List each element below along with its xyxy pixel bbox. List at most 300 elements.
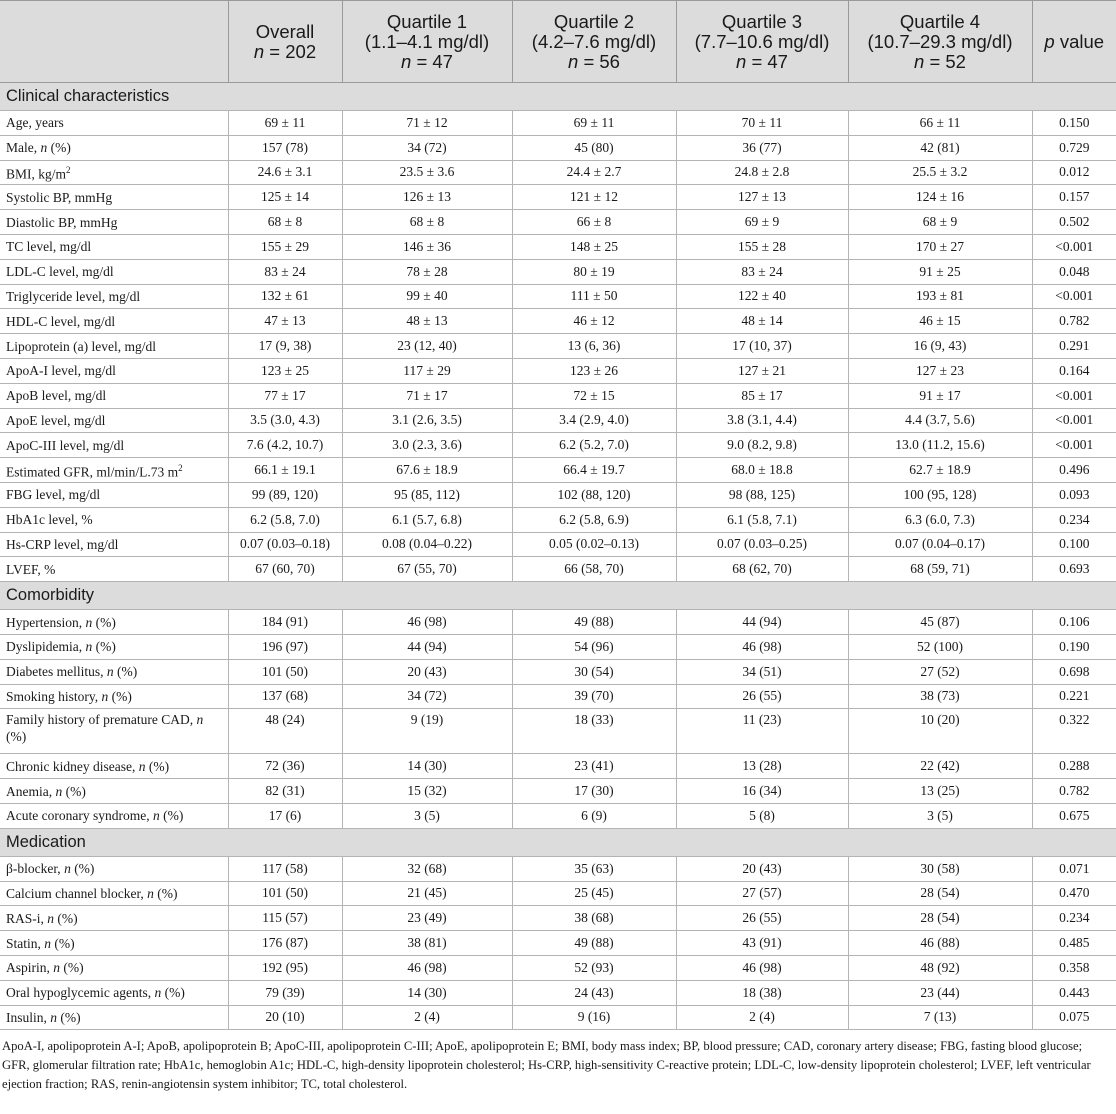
value-cell: 69 ± 11 <box>512 111 676 136</box>
row-label: Male, n (%) <box>0 135 228 160</box>
value-cell: 46 (98) <box>342 955 512 980</box>
value-cell: 54 (96) <box>512 634 676 659</box>
value-cell: 23 (41) <box>512 754 676 779</box>
table-body <box>0 83 1116 1030</box>
header-q3-title: Quartile 3 <box>721 10 803 32</box>
value-cell: 123 ± 26 <box>512 358 676 383</box>
value-cell: 137 (68) <box>228 684 342 709</box>
table-row <box>0 284 1116 309</box>
p-value-cell: 0.496 <box>1032 458 1116 483</box>
value-cell: 46 (98) <box>676 955 848 980</box>
value-cell: 70 ± 11 <box>676 111 848 136</box>
header-p-value: p value <box>1032 1 1116 83</box>
p-value-cell: 0.234 <box>1032 906 1116 931</box>
table-row <box>0 659 1116 684</box>
value-cell: 35 (63) <box>512 856 676 881</box>
table-row <box>0 210 1116 235</box>
table-row <box>0 803 1116 828</box>
p-value-cell: <0.001 <box>1032 408 1116 433</box>
value-cell: 126 ± 13 <box>342 185 512 210</box>
value-cell: 121 ± 12 <box>512 185 676 210</box>
value-cell: 78 ± 28 <box>342 259 512 284</box>
value-cell: 6.1 (5.8, 7.1) <box>676 507 848 532</box>
value-cell: 39 (70) <box>512 684 676 709</box>
table-row <box>0 458 1116 483</box>
value-cell: 7.6 (4.2, 10.7) <box>228 433 342 458</box>
row-label: ApoB level, mg/dl <box>0 383 228 408</box>
row-label: Diastolic BP, mmHg <box>0 210 228 235</box>
value-cell: 13 (25) <box>848 779 1032 804</box>
value-cell: 3 (5) <box>342 803 512 828</box>
row-label: Age, years <box>0 111 228 136</box>
value-cell: 170 ± 27 <box>848 234 1032 259</box>
value-cell: 122 ± 40 <box>676 284 848 309</box>
value-cell: 42 (81) <box>848 135 1032 160</box>
value-cell: 111 ± 50 <box>512 284 676 309</box>
value-cell: 3.5 (3.0, 4.3) <box>228 408 342 433</box>
table-row <box>0 482 1116 507</box>
table-row <box>0 881 1116 906</box>
value-cell: 85 ± 17 <box>676 383 848 408</box>
value-cell: 117 ± 29 <box>342 358 512 383</box>
value-cell: 0.07 (0.03–0.25) <box>676 532 848 557</box>
header-q3-n: n = 47 <box>736 50 788 72</box>
value-cell: 68 ± 8 <box>228 210 342 235</box>
value-cell: 32 (68) <box>342 856 512 881</box>
value-cell: 72 (36) <box>228 754 342 779</box>
p-value-cell: 0.234 <box>1032 507 1116 532</box>
value-cell: 38 (73) <box>848 684 1032 709</box>
value-cell: 49 (88) <box>512 610 676 635</box>
p-value-cell: 0.291 <box>1032 334 1116 359</box>
table-row <box>0 634 1116 659</box>
value-cell: 21 (45) <box>342 881 512 906</box>
value-cell: 123 ± 25 <box>228 358 342 383</box>
row-label: Statin, n (%) <box>0 931 228 956</box>
p-value-cell: 0.693 <box>1032 557 1116 582</box>
value-cell: 24 (43) <box>512 980 676 1005</box>
row-label: Aspirin, n (%) <box>0 955 228 980</box>
row-label: BMI, $kg/m^2$ <box>0 160 228 185</box>
value-cell: 46 (88) <box>848 931 1032 956</box>
table-row <box>0 684 1116 709</box>
table-footnote: ApoA-I, apolipoprotein A-I; ApoB, apolipoprotein B; ApoC-III, apolipoprotein C-III; ApoE, apolipoprotein E; BMI, body mass index; BP, blood pressure; CAD, coronary artery disease; FBG, fasting blood glucose; GFR, glomerular filtration rate; HbA1c, hemoglobin A1c; HDL-C, high-density lipoprotein cholesterol; Hs-CRP, high-sensitivity C-reactive protein; LDL-C, low-density lipoprotein cholesterol; LVEF, left ventricular ejection fraction; RAS, renin-angiotensin system inhibitor; TC, total cholesterol. <box>2 1039 1091 1092</box>
value-cell: 193 ± 81 <box>848 284 1032 309</box>
value-cell: 23 (49) <box>342 906 512 931</box>
p-value-cell: 0.012 <box>1032 160 1116 185</box>
value-cell: 3.0 (2.3, 3.6) <box>342 433 512 458</box>
value-cell: 3 (5) <box>848 803 1032 828</box>
value-cell: 16 (9, 43) <box>848 334 1032 359</box>
row-label: ApoE level, mg/dl <box>0 408 228 433</box>
row-label: Family history of premature CAD, n (%) <box>0 709 228 754</box>
table-row <box>0 433 1116 458</box>
row-label: Smoking history, n (%) <box>0 684 228 709</box>
value-cell: 91 ± 17 <box>848 383 1032 408</box>
p-value-cell: 0.470 <box>1032 881 1116 906</box>
value-cell: 27 (52) <box>848 659 1032 684</box>
header-empty-cell <box>0 1 228 83</box>
header-overall <box>228 1 342 83</box>
row-label: HbA1c level, % <box>0 507 228 532</box>
row-label: Oral hypoglycemic agents, n (%) <box>0 980 228 1005</box>
value-cell: 127 ± 21 <box>676 358 848 383</box>
value-cell: 9 (16) <box>512 1005 676 1030</box>
value-cell: 71 ± 12 <box>342 111 512 136</box>
value-cell: 28 (54) <box>848 881 1032 906</box>
value-cell: 68.0 ± 18.8 <box>676 458 848 483</box>
value-cell: 10 (20) <box>848 709 1032 754</box>
value-cell: 146 ± 36 <box>342 234 512 259</box>
value-cell: 34 (72) <box>342 684 512 709</box>
header-q4-range: (10.7–29.3 mg/dl) <box>867 30 1013 52</box>
value-cell: 26 (55) <box>676 906 848 931</box>
value-cell: 102 (88, 120) <box>512 482 676 507</box>
value-cell: 24.6 ± 3.1 <box>228 160 342 185</box>
table-row <box>0 358 1116 383</box>
p-value-cell: 0.675 <box>1032 803 1116 828</box>
value-cell: 20 (10) <box>228 1005 342 1030</box>
value-cell: 45 (80) <box>512 135 676 160</box>
value-cell: 0.07 (0.04–0.17) <box>848 532 1032 557</box>
row-label: Lipoprotein (a) level, mg/dl <box>0 334 228 359</box>
value-cell: 82 (31) <box>228 779 342 804</box>
value-cell: 22 (42) <box>848 754 1032 779</box>
value-cell: 157 (78) <box>228 135 342 160</box>
row-label: Dyslipidemia, n (%) <box>0 634 228 659</box>
header-overall-n: n = 202 <box>253 40 317 62</box>
value-cell: 95 (85, 112) <box>342 482 512 507</box>
value-cell: 68 ± 8 <box>342 210 512 235</box>
row-label: Insulin, n (%) <box>0 1005 228 1030</box>
value-cell: 0.08 (0.04–0.22) <box>342 532 512 557</box>
value-cell: 25 (45) <box>512 881 676 906</box>
value-cell: 34 (51) <box>676 659 848 684</box>
p-value-cell: 0.071 <box>1032 856 1116 881</box>
value-cell: 13.0 (11.2, 15.6) <box>848 433 1032 458</box>
value-cell: 66.1 ± 19.1 <box>228 458 342 483</box>
value-cell: 132 ± 61 <box>228 284 342 309</box>
value-cell: 6.1 (5.7, 6.8) <box>342 507 512 532</box>
row-label: Hypertension, n (%) <box>0 610 228 635</box>
section-header-row <box>0 828 1116 856</box>
value-cell: 69 ± 11 <box>228 111 342 136</box>
value-cell: 68 ± 9 <box>848 210 1032 235</box>
value-cell: 72 ± 15 <box>512 383 676 408</box>
p-value-cell: <0.001 <box>1032 234 1116 259</box>
table-row <box>0 856 1116 881</box>
section-header-row <box>0 582 1116 610</box>
value-cell: 68 (59, 71) <box>848 557 1032 582</box>
value-cell: 17 (10, 37) <box>676 334 848 359</box>
table-row <box>0 259 1116 284</box>
value-cell: 49 (88) <box>512 931 676 956</box>
p-value-cell: 0.048 <box>1032 259 1116 284</box>
p-value-cell: 0.150 <box>1032 111 1116 136</box>
value-cell: 148 ± 25 <box>512 234 676 259</box>
row-label: LDL-C level, mg/dl <box>0 259 228 284</box>
table-row <box>0 931 1116 956</box>
value-cell: 66 ± 11 <box>848 111 1032 136</box>
value-cell: 83 ± 24 <box>228 259 342 284</box>
table-row <box>0 906 1116 931</box>
value-cell: 18 (33) <box>512 709 676 754</box>
header-q2-title: Quartile 2 <box>553 10 635 32</box>
value-cell: 62.7 ± 18.9 <box>848 458 1032 483</box>
row-label: HDL-C level, mg/dl <box>0 309 228 334</box>
value-cell: 48 (24) <box>228 709 342 754</box>
value-cell: 48 ± 14 <box>676 309 848 334</box>
header-quartile-1 <box>342 1 512 83</box>
header-q1-title: Quartile 1 <box>386 10 468 32</box>
value-cell: 98 (88, 125) <box>676 482 848 507</box>
table-row <box>0 334 1116 359</box>
value-cell: 79 (39) <box>228 980 342 1005</box>
p-value-cell: 0.729 <box>1032 135 1116 160</box>
table-row <box>0 383 1116 408</box>
row-label: Systolic BP, mmHg <box>0 185 228 210</box>
value-cell: 6.3 (6.0, 7.3) <box>848 507 1032 532</box>
p-value-cell: 0.093 <box>1032 482 1116 507</box>
value-cell: 38 (68) <box>512 906 676 931</box>
header-quartile-4 <box>848 1 1032 83</box>
header-q4-title: Quartile 4 <box>899 10 981 32</box>
p-value-cell: 0.106 <box>1032 610 1116 635</box>
value-cell: 17 (6) <box>228 803 342 828</box>
value-cell: 25.5 ± 3.2 <box>848 160 1032 185</box>
p-value-cell: 0.502 <box>1032 210 1116 235</box>
p-value-cell: 0.443 <box>1032 980 1116 1005</box>
section-title: Comorbidity <box>0 582 1116 610</box>
value-cell: 52 (93) <box>512 955 676 980</box>
table-row <box>0 309 1116 334</box>
p-value-cell: 0.288 <box>1032 754 1116 779</box>
value-cell: 14 (30) <box>342 980 512 1005</box>
p-value-cell: 0.075 <box>1032 1005 1116 1030</box>
row-label: Diabetes mellitus, n (%) <box>0 659 228 684</box>
value-cell: 44 (94) <box>342 634 512 659</box>
value-cell: 24.8 ± 2.8 <box>676 160 848 185</box>
header-quartile-3 <box>676 1 848 83</box>
value-cell: 115 (57) <box>228 906 342 931</box>
value-cell: 176 (87) <box>228 931 342 956</box>
table-row <box>0 135 1116 160</box>
value-cell: 34 (72) <box>342 135 512 160</box>
row-label: Acute coronary syndrome, n (%) <box>0 803 228 828</box>
value-cell: 44 (94) <box>676 610 848 635</box>
header-q1-range: (1.1–4.1 mg/dl) <box>364 30 490 52</box>
value-cell: 27 (57) <box>676 881 848 906</box>
row-label: RAS-i, n (%) <box>0 906 228 931</box>
value-cell: 17 (30) <box>512 779 676 804</box>
table-row <box>0 557 1116 582</box>
value-cell: 48 ± 13 <box>342 309 512 334</box>
value-cell: 6.2 (5.2, 7.0) <box>512 433 676 458</box>
value-cell: 16 (34) <box>676 779 848 804</box>
value-cell: 30 (58) <box>848 856 1032 881</box>
p-value-cell: 0.322 <box>1032 709 1116 754</box>
value-cell: 17 (9, 38) <box>228 334 342 359</box>
value-cell: 23 (12, 40) <box>342 334 512 359</box>
value-cell: 38 (81) <box>342 931 512 956</box>
section-title: Clinical characteristics <box>0 83 1116 111</box>
p-value-cell: <0.001 <box>1032 284 1116 309</box>
value-cell: 99 ± 40 <box>342 284 512 309</box>
value-cell: 67 (60, 70) <box>228 557 342 582</box>
header-quartile-2 <box>512 1 676 83</box>
value-cell: 47 ± 13 <box>228 309 342 334</box>
value-cell: 80 ± 19 <box>512 259 676 284</box>
row-label: Chronic kidney disease, n (%) <box>0 754 228 779</box>
value-cell: 124 ± 16 <box>848 185 1032 210</box>
header-q2-range: (4.2–7.6 mg/dl) <box>531 30 657 52</box>
header-overall-title: Overall <box>255 20 315 42</box>
value-cell: 125 ± 14 <box>228 185 342 210</box>
value-cell: 69 ± 9 <box>676 210 848 235</box>
row-label: ApoC-III level, mg/dl <box>0 433 228 458</box>
p-value-cell: 0.221 <box>1032 684 1116 709</box>
table-row <box>0 408 1116 433</box>
value-cell: 7 (13) <box>848 1005 1032 1030</box>
p-value-cell: 0.164 <box>1032 358 1116 383</box>
value-cell: 18 (38) <box>676 980 848 1005</box>
header-q1-n: n = 47 <box>401 50 453 72</box>
p-value-cell: 0.698 <box>1032 659 1116 684</box>
value-cell: 9.0 (8.2, 9.8) <box>676 433 848 458</box>
section-header-row <box>0 83 1116 111</box>
p-value-cell: 0.485 <box>1032 931 1116 956</box>
p-value-cell: 0.358 <box>1032 955 1116 980</box>
value-cell: 6 (9) <box>512 803 676 828</box>
value-cell: 71 ± 17 <box>342 383 512 408</box>
value-cell: 66 ± 8 <box>512 210 676 235</box>
value-cell: 2 (4) <box>342 1005 512 1030</box>
value-cell: 101 (50) <box>228 659 342 684</box>
value-cell: 52 (100) <box>848 634 1032 659</box>
value-cell: 46 ± 12 <box>512 309 676 334</box>
row-label: β-blocker, n (%) <box>0 856 228 881</box>
section-title: Medication <box>0 828 1116 856</box>
p-value-cell: 0.782 <box>1032 779 1116 804</box>
p-value-cell: 0.100 <box>1032 532 1116 557</box>
value-cell: 67.6 ± 18.9 <box>342 458 512 483</box>
header-row <box>0 1 1116 83</box>
value-cell: 155 ± 29 <box>228 234 342 259</box>
value-cell: 14 (30) <box>342 754 512 779</box>
value-cell: 6.2 (5.8, 7.0) <box>228 507 342 532</box>
row-label: Triglyceride level, mg/dl <box>0 284 228 309</box>
value-cell: 6.2 (5.8, 6.9) <box>512 507 676 532</box>
value-cell: 43 (91) <box>676 931 848 956</box>
value-cell: 36 (77) <box>676 135 848 160</box>
p-value-cell: 0.782 <box>1032 309 1116 334</box>
p-value-cell: 0.157 <box>1032 185 1116 210</box>
value-cell: 77 ± 17 <box>228 383 342 408</box>
value-cell: 13 (6, 36) <box>512 334 676 359</box>
table-row <box>0 111 1116 136</box>
value-cell: 127 ± 23 <box>848 358 1032 383</box>
header-q2-n: n = 56 <box>568 50 620 72</box>
value-cell: 66 (58, 70) <box>512 557 676 582</box>
header-q3-range: (7.7–10.6 mg/dl) <box>694 30 830 52</box>
value-cell: 68 (62, 70) <box>676 557 848 582</box>
value-cell: 155 ± 28 <box>676 234 848 259</box>
value-cell: 23 (44) <box>848 980 1032 1005</box>
value-cell: 30 (54) <box>512 659 676 684</box>
value-cell: 3.8 (3.1, 4.4) <box>676 408 848 433</box>
value-cell: 101 (50) <box>228 881 342 906</box>
p-value-cell: <0.001 <box>1032 433 1116 458</box>
row-label: FBG level, mg/dl <box>0 482 228 507</box>
header-q4-n: n = 52 <box>914 50 966 72</box>
table-row <box>0 955 1116 980</box>
value-cell: 5 (8) <box>676 803 848 828</box>
value-cell: 24.4 ± 2.7 <box>512 160 676 185</box>
value-cell: 192 (95) <box>228 955 342 980</box>
value-cell: 0.05 (0.02–0.13) <box>512 532 676 557</box>
row-label: Calcium channel blocker, n (%) <box>0 881 228 906</box>
row-label: TC level, mg/dl <box>0 234 228 259</box>
value-cell: 0.07 (0.03–0.18) <box>228 532 342 557</box>
value-cell: 9 (19) <box>342 709 512 754</box>
value-cell: 4.4 (3.7, 5.6) <box>848 408 1032 433</box>
value-cell: 46 (98) <box>676 634 848 659</box>
value-cell: 28 (54) <box>848 906 1032 931</box>
value-cell: 196 (97) <box>228 634 342 659</box>
row-label: Estimated GFR, ml/min/L.73 $m^2$ <box>0 458 228 483</box>
value-cell: 66.4 ± 19.7 <box>512 458 676 483</box>
row-label: ApoA-I level, mg/dl <box>0 358 228 383</box>
table-row <box>0 779 1116 804</box>
table-row <box>0 709 1116 754</box>
value-cell: 48 (92) <box>848 955 1032 980</box>
value-cell: 100 (95, 128) <box>848 482 1032 507</box>
p-value-cell: <0.001 <box>1032 383 1116 408</box>
value-cell: 15 (32) <box>342 779 512 804</box>
table-row <box>0 532 1116 557</box>
value-cell: 3.4 (2.9, 4.0) <box>512 408 676 433</box>
value-cell: 117 (58) <box>228 856 342 881</box>
p-value-cell: 0.190 <box>1032 634 1116 659</box>
value-cell: 46 ± 15 <box>848 309 1032 334</box>
value-cell: 13 (28) <box>676 754 848 779</box>
value-cell: 20 (43) <box>342 659 512 684</box>
value-cell: 23.5 ± 3.6 <box>342 160 512 185</box>
row-label: Hs-CRP level, mg/dl <box>0 532 228 557</box>
table-row <box>0 160 1116 185</box>
row-label: Anemia, n (%) <box>0 779 228 804</box>
value-cell: 2 (4) <box>676 1005 848 1030</box>
value-cell: 67 (55, 70) <box>342 557 512 582</box>
value-cell: 11 (23) <box>676 709 848 754</box>
value-cell: 127 ± 13 <box>676 185 848 210</box>
table-row <box>0 980 1116 1005</box>
table-row <box>0 754 1116 779</box>
value-cell: 26 (55) <box>676 684 848 709</box>
table-row <box>0 507 1116 532</box>
table-row <box>0 234 1116 259</box>
value-cell: 99 (89, 120) <box>228 482 342 507</box>
row-label: LVEF, % <box>0 557 228 582</box>
value-cell: 91 ± 25 <box>848 259 1032 284</box>
value-cell: 184 (91) <box>228 610 342 635</box>
value-cell: 20 (43) <box>676 856 848 881</box>
table-row <box>0 1005 1116 1030</box>
table-row <box>0 610 1116 635</box>
value-cell: 83 ± 24 <box>676 259 848 284</box>
value-cell: 3.1 (2.6, 3.5) <box>342 408 512 433</box>
value-cell: 45 (87) <box>848 610 1032 635</box>
